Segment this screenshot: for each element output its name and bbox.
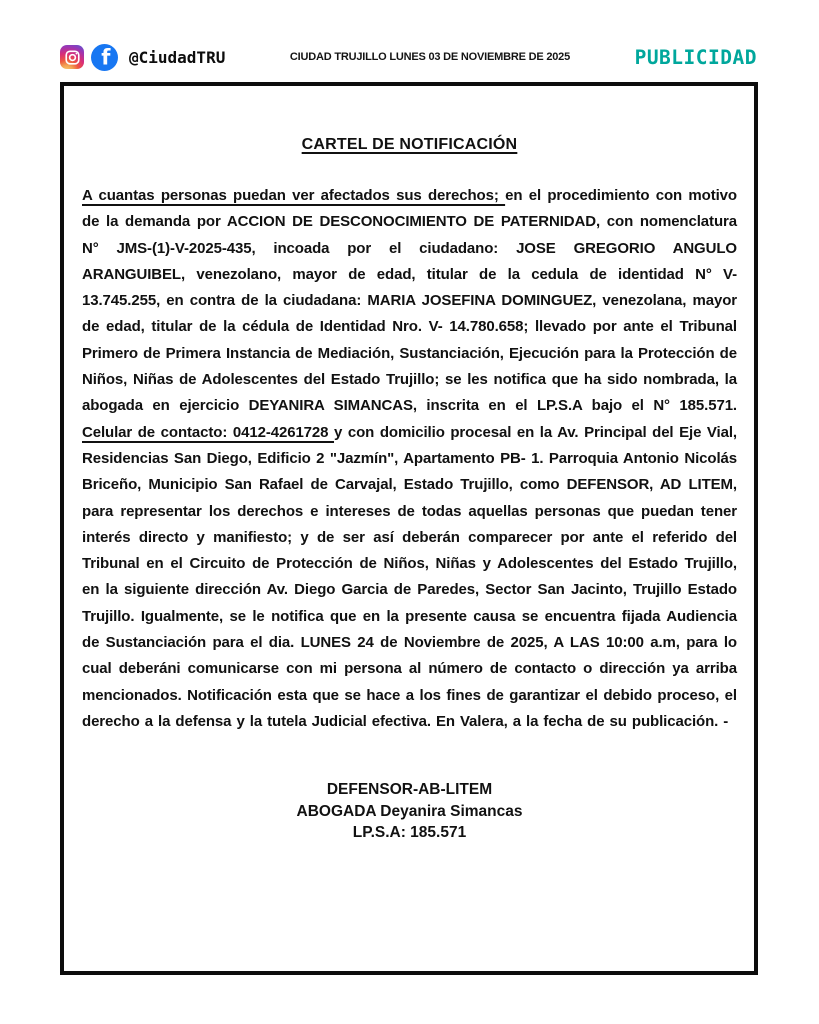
- instagram-icon: [60, 45, 84, 69]
- top-bar: [60, 40, 757, 74]
- signature-name: ABOGADA Deyanira Simancas: [296, 802, 523, 820]
- facebook-icon: f: [91, 44, 118, 71]
- notice-body-text: A cuantas personas puedan ver afectados sus derechos; en el procedimiento con motivo de la demanda por ACCION DE DESCONOCIMIENTO DE PATERNIDAD, con nomenclatura N° JMS-(1)-V-2025-435, incoada por el ciudadano: JOSE GREGORIO ANGULO ARANGUIBEL, venezolano, mayor de edad, titular de la cedula de identidad N° V-13.745.255, en contra de la ciudadana: MARIA JOSEFINA DOMINGUEZ, venezolana, mayor de edad, titular de la cédula de Identidad Nro. V- 14.780.658; llevado por ante el Tribunal Primero de Primera Instancia de Mediación, Sustanciación, Ejecución para la Protección de Niños, Niñas de Adolescentes del Estado Trujillo; se les notifica que ha sido nombrada, la abogada en ejercicio DEYANIRA SIMANCAS, inscrita en el LP.S.A bajo el N° 185.571. Celular de contacto: 0412-4261728 y con domicilio procesal en la Av. Principal del Eje Vial, Residencias San Diego, Edificio 2 "Jazmín", Apartamento PB- 1. Parroquia Antonio Nicolás Briceño, Municipio San Rafael de Carvajal, Estado Trujillo, como DEFENSOR, AD LITEM, para representar los derechos e intereses de todas aquellas personas que puedan tener interés directo y manifiesto; y de ser así deberán comparecer por ante el referido del Tribunal en el Circuito de Protección de Niños, Niñas y Adolescentes del Estado Trujillo, en la siguiente dirección Av. Diego Garcia de Paredes, Sector San Jacinto, Trujillo Estado Trujillo. Igualmente, se le notifica que en la presente causa se encuentra fijada Audiencia de Sustanciación para el dia. LUNES 24 de Noviembre de 2025, A LAS 10:00 a.m, para lo cual deberáni comunicarse con mi persona al número de contacto o dirección ya arriba mencionados. Notificación esta que se hace a los fines de garantizar el debido proceso, el derecho a la defensa y la tutela Judicial efectiva. En Valera, a la fecha de su publicación. -: [82, 187, 737, 730]
- signature-registration: LP.S.A: 185.571: [352, 824, 467, 842]
- publication-dateline: CIUDAD TRUJILLO LUNES 03 DE NOVIEMBRE DE 2025: [289, 51, 571, 63]
- notification-box: [60, 82, 758, 975]
- signature-block: [82, 779, 737, 844]
- publicidad-label: PUBLICIDAD: [634, 45, 757, 69]
- social-handle-group: [60, 44, 225, 71]
- notice-title: CARTEL DE NOTIFICACIÓN: [301, 136, 518, 153]
- signature-role: DEFENSOR-AB-LITEM: [326, 781, 493, 799]
- social-handle-text: @CiudadTRU: [129, 47, 226, 67]
